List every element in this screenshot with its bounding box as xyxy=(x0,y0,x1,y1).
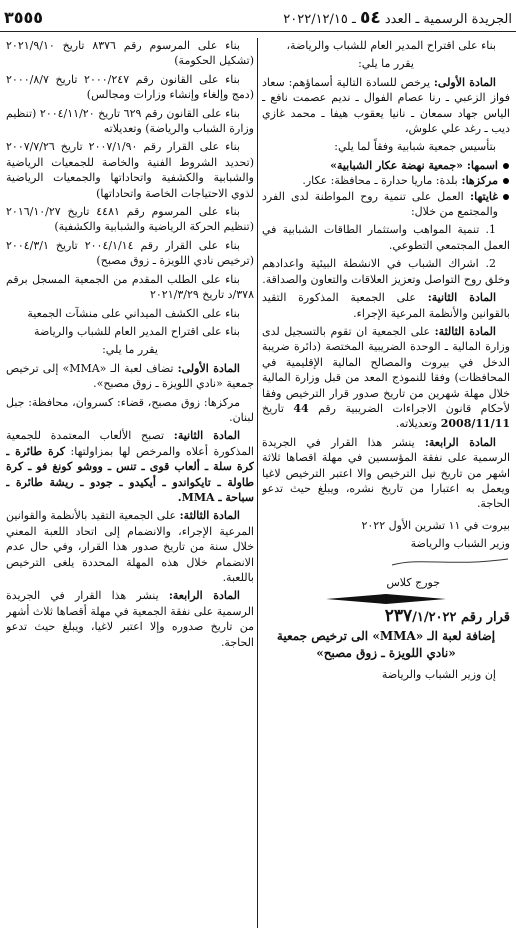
gazette-title xyxy=(283,8,512,28)
bullet-dot xyxy=(503,178,509,184)
decision-title: إضافة لعبة الـ «MMA» الى ترخيص جمعية «نادي اللويزة ـ زوق مصبح» xyxy=(276,629,496,661)
article-text: وتعديلاته. xyxy=(395,417,441,431)
association-purpose: العمل على تنمية روح المواطنة لدى الفرد والمجتمع من خلال: xyxy=(262,189,498,219)
article-text: على الجمعية المذكورة التقيد بالقوانين والأنظمة المرعية الإجراء. xyxy=(262,291,510,320)
preamble-decree-4481: بناء على المرسوم رقم ٤٤٨١ تاريخ ٢٠١٦/١٠/٢٧ (تنظيم الحركة الرياضية والشبابية والكشفية) xyxy=(6,205,254,234)
article-label: المادة الأولى: xyxy=(433,75,496,89)
preamble-proposal: بناء على اقتراح المدير العام للشباب والرياضة xyxy=(34,324,240,338)
bullet-name xyxy=(262,158,498,173)
article-4 xyxy=(6,588,254,650)
article-1 xyxy=(6,361,254,392)
preamble-request: بناء على الطلب المقدم من الجمعية المسجل برقم ٣٧٨/د تاريخ ٢٠٢١/٣/٢٩ xyxy=(6,272,254,302)
article-3 xyxy=(262,324,510,432)
article-2 xyxy=(262,290,510,321)
article-text: على الجمعية ان تقوم بالتسجيل لدى وزارة المالية ـ الوحدة الضريبية المختصة (دائرة ضريبة الدخل في بيروت والمصالح المالية الإقليمية في المحافظات) وفقا للنموذج المعد من قبل وزارة المالية خلال مهلة شهرين من تاريخ صدور قرار الترخيص وفقا لأحكام قانون الاجراءات الضريبية رقم xyxy=(262,324,510,415)
signature-date: بيروت في ١١ تشرين الأول ٢٠٢٢ xyxy=(361,518,510,532)
signature-title: وزير الشباب والرياضة xyxy=(410,537,510,551)
column-divider xyxy=(257,38,258,928)
separator-ornament xyxy=(326,593,446,605)
decision-intro: إن وزير الشباب والرياضة xyxy=(381,668,496,682)
article-label: المادة الرابعة: xyxy=(424,435,496,449)
association-details xyxy=(262,158,510,220)
article-2 xyxy=(6,428,254,505)
law-date: 2008/11/11 xyxy=(440,417,510,431)
article-label: المادة الرابعة: xyxy=(168,589,240,603)
establishment-intro: بتأسيس جمعية شبابية وفقاً لما يلي: xyxy=(334,140,496,154)
bullet-dot xyxy=(503,163,509,169)
article-text: ينشر هذا القرار في الجريدة الرسمية على نفقة الجمعية في مهلة أقصاها ثلاث أشهر من تاريخ صدوره وإلا اعتبر لاغيا، ويبلغ حيث تدعو الحاجة. xyxy=(6,589,254,649)
bullet-label: غايتها: xyxy=(463,189,498,203)
decision-suffix: /١/٢٠٢٢ xyxy=(412,610,457,625)
preamble-decision-14: بناء على القرار رقم ٢٠٠٤/١/١٤ تاريخ ٢٠٠٤/٣/١ (ترخيص نادي اللويزة ـ زوق مصبح) xyxy=(6,238,254,268)
issue-number: ٥٤ xyxy=(359,8,381,28)
bullet-seat xyxy=(262,173,498,188)
decision-number-value: ٢٣٧ xyxy=(384,606,413,626)
article-3 xyxy=(6,508,254,585)
page-header xyxy=(0,0,516,32)
association-name: «جمعية نهضة عكار الشبابية» xyxy=(330,158,464,172)
article-label: المادة الأولى: xyxy=(177,361,240,375)
purpose-item-2: 2. اشراك الشباب في الانشطة البيئية واعدادهم وخلق روح التواصل وتعزيز العلاقات والتعاون والصداقة. xyxy=(262,257,510,286)
bullet-label: اسمها: xyxy=(463,158,498,172)
preamble-proposal: بناء على اقتراح المدير العام للشباب والرياضة، xyxy=(286,39,496,52)
signature-mark xyxy=(320,555,510,569)
article-4 xyxy=(262,435,510,512)
association-seat: بلدة: ماريا حدارة ـ محافظة: عكار. xyxy=(302,174,458,188)
bullet-dot xyxy=(503,194,509,200)
law-number: 44 xyxy=(293,401,309,415)
purpose-item-1: 1. تنمية المواهب واستثمار الطاقات الشبابية في العمل المجتمعي التطوعي. xyxy=(262,223,510,252)
article-text: تصبح الألعاب المعتمدة للجمعية المذكورة أعلاه والمرخص لها بمزاولتها: xyxy=(6,429,254,458)
decision-number xyxy=(262,606,510,626)
decides-heading: يقرر ما يلي: xyxy=(358,57,414,71)
page-number: ٣٥٥٥ xyxy=(4,8,44,27)
preamble-law-629: بناء على القانون رقم ٦٢٩ تاريخ ٢٠٠٤/١١/٢٠ (تنظيم وزارة الشباب والرياضة) وتعديلاته xyxy=(6,106,254,136)
article-label: المادة الثانية: xyxy=(427,291,497,305)
right-column xyxy=(262,38,510,928)
club-location: مركزها: زوق مصبح، قضاء: كسروان، محافظة: جبل لبنان. xyxy=(6,395,254,424)
preamble-decree: بناء على المرسوم رقم ٨٣٧٦ تاريخ ٢٠٢١/٩/١٠ (تشكيل الحكومة) xyxy=(6,39,254,68)
signatory-name: جورج كلاس xyxy=(386,575,440,589)
decision-prefix: قرار رقم xyxy=(456,610,510,625)
article-label: المادة الثالثة: xyxy=(179,509,240,523)
article-label: المادة الثالثة: xyxy=(434,324,496,338)
gazette-date: ـ ٢٠٢٢/١٢/١٥ xyxy=(283,12,356,27)
bullet-label: مركزها: xyxy=(457,174,498,188)
article-text: يرخص للسادة التالية أسماؤهم: سعاد فواز الزعبي ـ رنا عصام الفوال ـ نديم عصمت نافع ـ الياس جهاد سمعان ـ نانيا يعقوب هيفا ـ محمد غازي ديب ـ رغد علي علوش، xyxy=(262,75,510,136)
approved-games: كرة طائرة ـ كرة سلة ـ ألعاب قوى ـ تنس ـ ووشو كونغ فو ـ كرة طاولة ـ تايكواندو ـ أيكيدو ـ جودو ـ ريشة طائرة ـ سباحة ـ MMA. xyxy=(6,444,254,504)
left-column xyxy=(6,38,254,928)
article-label: المادة الثانية: xyxy=(173,429,241,443)
bullet-purpose xyxy=(262,189,498,220)
preamble-inspection: بناء على الكشف الميداني على منشآت الجمعية xyxy=(27,306,240,320)
preamble-decision-90: بناء على القرار رقم ٢٠٠٧/١/٩٠ تاريخ ٢٠٠٧/٧/٢٦ (تحديد الشروط الفنية والخاصة للجمعيات الرياضية والشبابية والكشفية واتحاداتها والجمعيات الرياضية لذوي الاحتياجات الخاصة واتحاداتها) xyxy=(6,140,254,200)
article-1 xyxy=(262,75,510,137)
gazette-title-prefix: الجريدة الرسمية ـ العدد xyxy=(384,12,512,27)
decides-heading: يقرر ما يلي: xyxy=(102,343,158,357)
article-text: على الجمعية التقيد بالأنظمة والقوانين المرعية الإجراء، والانضمام إلى اتحاد اللعبة المعني خلال سنة من تاريخ صدور هذا القرار، وفي حال عدم الانضمام خلال هذه المهلة المحددة يلغى الترخيص باللعبة. xyxy=(6,509,254,584)
article-text: تاريخ xyxy=(262,401,294,415)
article-text: تضاف لعبة الـ «MMA» إلى ترخيص جمعية «نادي اللويزة ـ زوق مصبح». xyxy=(6,361,254,391)
preamble-law-247: بناء على القانون رقم ٢٠٠٠/٢٤٧ تاريخ ٢٠٠٠/٨/٧ (دمج وإلغاء وإنشاء وزارات ومجالس) xyxy=(6,72,254,102)
article-text: ينشر هذا القرار في الجريدة الرسمية على نفقة المؤسسين في مهلة اقصاها ثلاثة اشهر من تاريخ نيل الترخيص والا اعتبر الترخيص لاغيا ويعمل به اعتبارا من تاريخ نشره، ويبلغ حيث تدعو الحاجة. xyxy=(262,435,510,511)
